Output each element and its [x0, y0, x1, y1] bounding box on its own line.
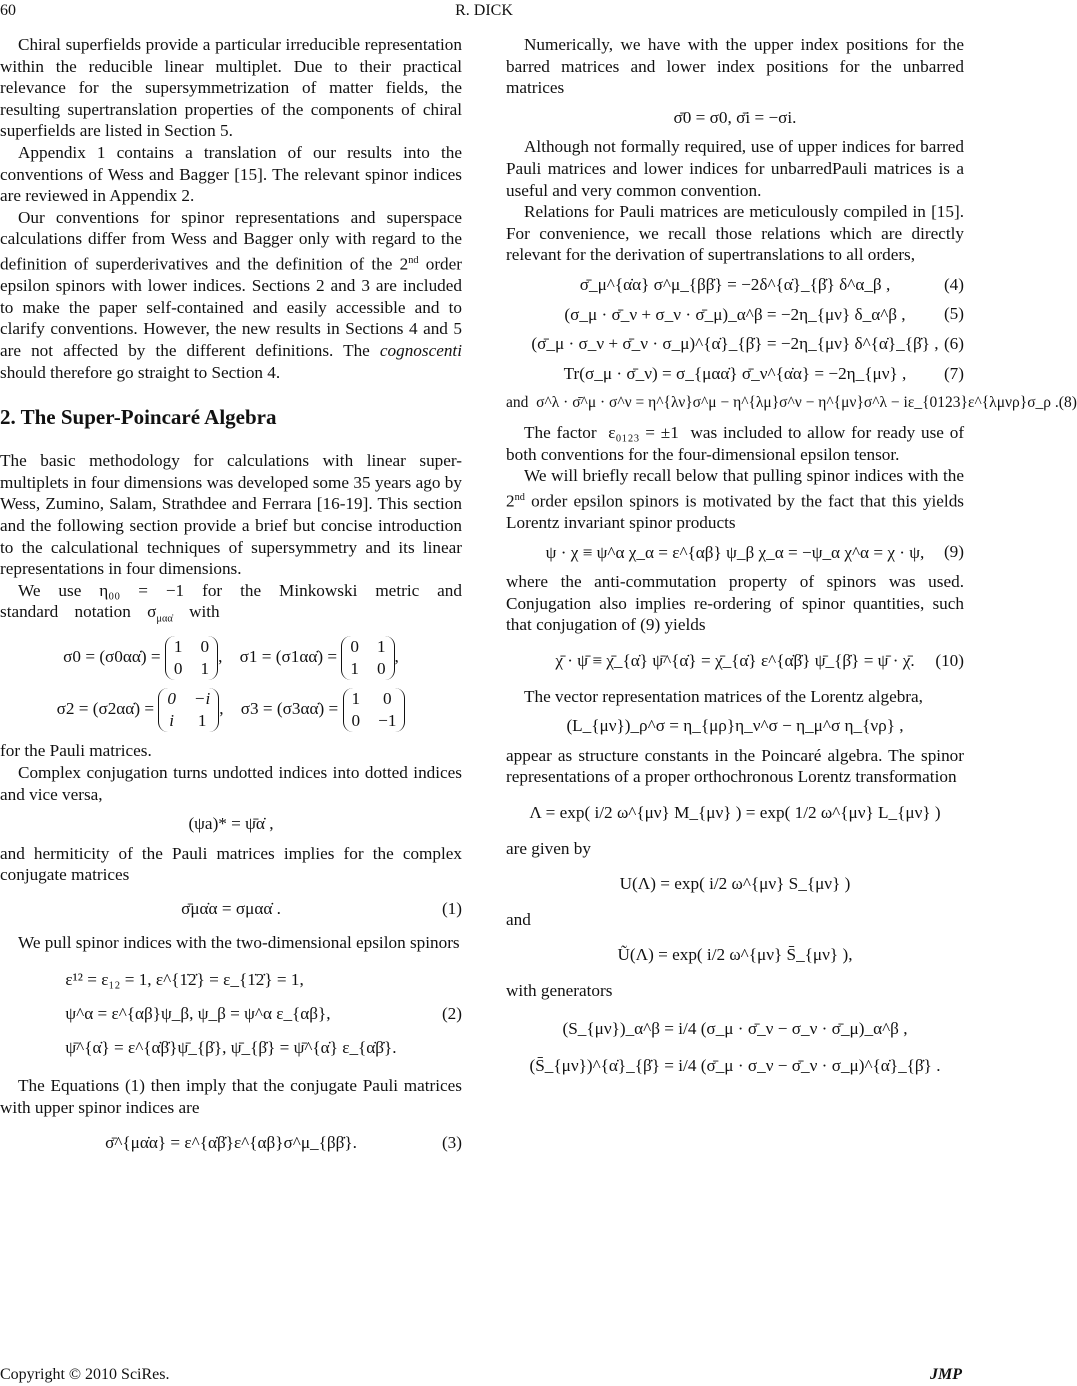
paragraph: We pull spinor indices with the two-dimensional epsilon spinors [18, 932, 460, 952]
equation-generator-S: (S_{μν})_α^β = i/4 (σ_μ · σ̄_ν − σ_ν · σ̄_μ)_α^β , [562, 1018, 908, 1038]
paragraph: Appendix 1 contains a translation of our results into the conventions of Wess and Bagger [15]. The relevant spinor indices are reviewed in Appendix 2. [0, 142, 462, 206]
equation-conjugation: (ψa)* = ψ̄α̇ , [188, 814, 274, 834]
equation-4: σ̄_μ^{α̇α} σ^μ_{ββ̇} = −2δ^{α̇}_{β̇} δ^α_β , (4) [579, 274, 964, 294]
paragraph: Numerically, we have with the upper index positions for the barred matrices and lower index positions for the unbarred matrices [506, 35, 964, 98]
paragraph: for the Pauli matrices. [0, 741, 152, 761]
paragraph: We use η₀₀ = −1 for the Minkowski metric and standard notation $\sigma_{\mu\alpha\alphȧ}$ with [0, 580, 462, 625]
equation-lambda: Λ = exp( i/2 ω^{μν} M_{μν} ) = exp( 1/2 ω^{μν} L_{μν} ) [529, 802, 941, 822]
pauli-matrices-row-2: σ2 = (σ2αα̇) = 0 −i i 1 , σ3 = (σ3αα̇) = 1 0 0 −1 [0, 688, 462, 732]
equation-1: σ̄μα̇α = σμαα̇ . (1) [181, 898, 462, 918]
pauli-matrices-row-1: σ0 = (σ0αα̇) = 1 0 0 1 , σ1 = (σ1αα̇) = 0 1 1 0 , [63, 637, 399, 679]
paragraph: The vector representation matrices of the Lorentz algebra, [524, 686, 923, 706]
paragraph: and [506, 909, 531, 929]
equation-3: σ̄^{μα̇α} = ε^{α̇β̇}ε^{αβ}σ^μ_{ββ̇}. (3) [105, 1133, 462, 1153]
copyright: Copyright © 2010 SciRes. [0, 1366, 170, 1383]
paragraph: are given by [506, 838, 591, 858]
left-column [0, 34, 462, 1162]
equation-10: χ̄ · ψ̄ ≡ χ̄_{α̇} ψ̄^{α̇} = χ̄_{α̇} ε^{α̇β̇} ψ̄_{β̇} = ψ̄ · χ̄. (10) [555, 650, 964, 670]
paragraph: with generators [506, 980, 613, 1000]
paragraph: The factor ε₀₁₂₃ = ±1 was included to allow for ready use of both conventions for the four-dimensional epsilon tensor. [506, 422, 965, 464]
paragraph: Although not formally required, use of upper indices for barred Pauli matrices and lower indices for unbarredPauli matrices is a useful and very common convention. [506, 137, 964, 200]
page-number: 60 [0, 2, 16, 19]
journal-abbrev: JMP [930, 1366, 962, 1383]
paragraph: Complex conjugation turns undotted indices into dotted indices and vice versa, [0, 763, 462, 804]
paragraph: and hermiticity of the Pauli matrices implies for the complex conjugate matrices [0, 843, 462, 885]
paragraph: Our conventions for spinor representations and superspace calculations differ from Wess and Bagger only with regard to the definition of superderivatives and the definition of the 2nd order epsilon spinors with lower indices. Sections 2 and 3 are included to make the paper self-contained and easily accessible and to clarify conventions. However, the new results in Sections 4 and 5 are not affected by the different definitions. The cognoscenti should therefore go straight to Section 4. [0, 207, 462, 382]
paragraph: The Equations (1) then imply that the conjugate Pauli matrices with upper spinor indices are [0, 1076, 462, 1117]
equation-lorentz-vector: (L_{μν})_ρ^σ = η_{μρ}η_ν^σ − η_μ^σ η_{νρ} , [566, 716, 904, 736]
section-heading: 2. The Super-Poincaré Algebra [0, 405, 277, 430]
equation-9: ψ · χ ≡ ψ^α χ_α = ε^{αβ} ψ_β χ_α = −ψ_α χ^α = χ · ψ, (9) [545, 542, 964, 562]
paragraph: The basic methodology for calculations with linear super-multiplets in four dimensions was developed some 35 years ago by Wess, Zumino, Salam, Strathdee and Ferrara [16-19]. This section and the following section provide a brief but concise introduction to the calculational techniques of supersymmetry and its linear representations in four dimensions. [0, 451, 462, 579]
equation-5: (σ_μ · σ̄_ν + σ_ν · σ̄_μ)_α^β = −2η_{μν} δ_α^β , (5) [564, 304, 964, 324]
equation-2: ε¹² = ε₁₂ = 1, ε^{1̇2̇} = ε_{1̇2̇} = 1, ψ^α = ε^{αβ}ψ_β, ψ_β = ψ^α ε_{αβ}, ψ̄^{α̇} = ε^{α̇β̇}ψ̄_{β̇}, ψ̄_{β̇} = ψ̄^{α̇} ε_{α̇β̇}. (2) [65, 970, 462, 1058]
equation-6: (σ̄_μ · σ_ν + σ̄_ν · σ_μ)^{α̇}_{β̇} = −2η_{μν} δ^{α̇}_{β̇} , (6) [531, 334, 964, 354]
paragraph: appear as structure constants in the Poincaré algebra. The spinor representations of a proper orthochronous Lorentz transformation [506, 745, 964, 787]
equation-U: U(Λ) = exp( i/2 ω^{μν} S_{μν} ) [619, 874, 851, 894]
paragraph: We will briefly recall below that pulling spinor indices with the 2nd order epsilon spinors is motivated by the fact that this yields Lorentz invariant spinor products [506, 466, 964, 533]
paragraph: Chiral superfields provide a particular irreducible representation within the reducible linear multiplet. Due to their practical relevance for the supersymmetrization of matter fields, the resulting supertranslation properties of the components of chiral superfields are listed in Section 5. [0, 35, 462, 141]
equation-U-tilde: Ũ(Λ) = exp( i/2 ω^{μν} S̄_{μν} ), [617, 945, 853, 965]
paragraph: where the anti-commutation property of spinors was used. Conjugation also implies re-ordering of spinor quantities, such that conjugation of (9) yields [506, 572, 964, 635]
author-header: R. DICK [455, 2, 513, 19]
equation-8: and σ^λ · σ̄^μ · σ^ν = η^{λν}σ^μ − η^{λμ}σ^ν − η^{μν}σ^λ − iε_{0123}ε^{λμνρ}σ_ρ .(8) [506, 394, 1077, 412]
equation-barred-sigma: σ̄0 = σ0, σ̄i = −σi. [673, 107, 797, 127]
right-column [506, 34, 1077, 1093]
running-header [0, 2, 968, 24]
equation-generator-S-bar: (S̄_{μν})^{α̇}_{β̇} = i/4 (σ̄_μ · σ_ν − σ̄_ν · σ_μ)^{α̇}_{β̇} . [529, 1056, 941, 1076]
paragraph: Relations for Pauli matrices are meticulously compiled in [15]. For convenience, we recall those relations which are directly relevant for the derivation of supertranslations to all orders, [506, 202, 964, 265]
equation-7: Tr(σ_μ · σ̄_ν) = σ_{μαα̇} σ̄_ν^{α̇α} = −2η_{μν} , (7) [563, 363, 964, 383]
